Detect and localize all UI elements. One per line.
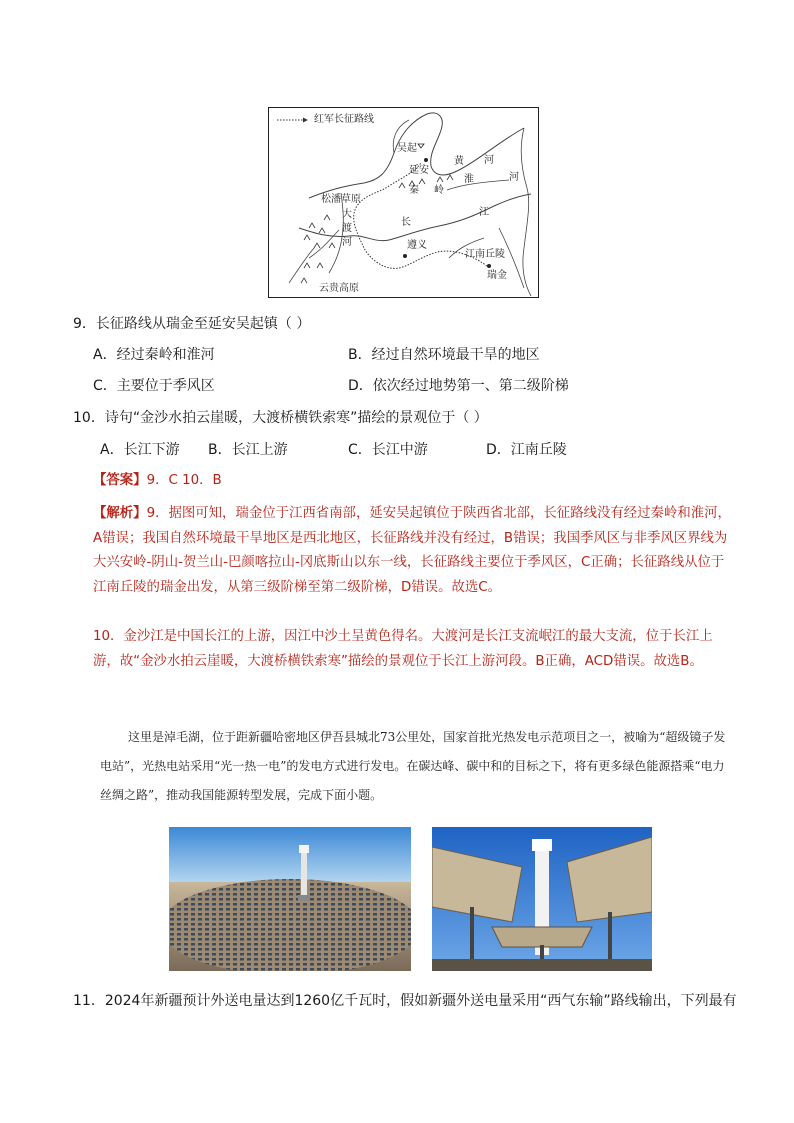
intro-passage: 这里是淖毛湖，位于距新疆哈密地区伊吾县城北73公里处，国家首批光热发电示范项目之一，被喻为“超级镜子发电站”，光热电站采用“光一热一电”的发电方式进行发电。在碳达峰、碳中和的目标之下，将有更多绿色能源搭乘“电力丝绸之路”，推动我国能源转型发展，完成下面小题。 bbox=[100, 730, 726, 802]
analysis-q9-text: 9．据图可知，瑞金位于江西省南部，延安吴起镇位于陕西省北部，长征路线没有经过秦岭和淮河，A错误；我国自然环境最干旱地区是西北地区，长征路线并没有经过，B错误；我国季风区与非季风区界线为大兴安岭-阴山-贺兰山-巴颜喀拉山-冈底斯山以东一线，长征路线主要位于季风区，C正确；长征路线从位于江南丘陵的瑞金出发，从第三级阶梯至第二级阶梯，D错误。故选C。 bbox=[93, 506, 731, 595]
q11-stem: 11．2024年新疆预计外送电量达到1260亿千瓦时，假如新疆外送电量采用“西气东输”路线输出，下列最有 bbox=[73, 993, 737, 1009]
answer-text: 9．C 10．B bbox=[146, 473, 222, 488]
label-he: 河 bbox=[484, 155, 494, 166]
label-ling: 岭 bbox=[434, 185, 444, 196]
label-yungui: 云贵高原 bbox=[319, 283, 359, 294]
label-jiang: 江 bbox=[479, 207, 489, 218]
long-march-map bbox=[268, 107, 539, 298]
analysis-q10: 10．金沙江是中国长江的上游，因江中沙土呈黄色得名。大渡河是长江支流岷江的最大支流，位于长江上游，故“金沙水拍云崖暖，大渡桥横铁索寒”描绘的景观位于长江上游河段。B正确，ACD错误。故选B。 bbox=[93, 629, 713, 669]
analysis-q9 bbox=[93, 502, 735, 600]
q10-option-a: A．长江下游 bbox=[100, 442, 180, 458]
label-chang: 长 bbox=[401, 217, 411, 228]
answer-tag: 【答案】 bbox=[93, 473, 147, 488]
label-ruijin: 瑞金 bbox=[487, 270, 507, 281]
map-drawing bbox=[269, 108, 538, 297]
q10-option-b: B．长江上游 bbox=[208, 442, 288, 458]
map-legend: 红军长征路线 bbox=[314, 114, 374, 125]
label-yanan: 延安 bbox=[409, 165, 429, 176]
label-songpan: 松潘草原 bbox=[321, 194, 361, 205]
answer-line bbox=[93, 472, 222, 490]
q9-option-c: C．主要位于季风区 bbox=[93, 378, 215, 394]
q10-option-c: C．长江中游 bbox=[348, 442, 428, 458]
label-huang: 黄 bbox=[454, 156, 464, 167]
label-jiangnan: 江南丘陵 bbox=[465, 249, 505, 260]
q9-option-a: A．经过秦岭和淮河 bbox=[93, 347, 215, 363]
q9-option-d: D．依次经过地势第一、第二级阶梯 bbox=[348, 378, 569, 394]
q9-option-b: B．经过自然环境最干旱的地区 bbox=[348, 347, 540, 363]
label-qin: 秦 bbox=[409, 185, 419, 196]
label-wuqi: 吴起 bbox=[397, 143, 417, 154]
analysis-tag: 【解析】 bbox=[93, 506, 147, 521]
solar-field-photo bbox=[169, 827, 411, 971]
label-zunyi: 遵义 bbox=[407, 240, 427, 251]
label-huai: 淮 bbox=[464, 174, 474, 185]
label-he2: 河 bbox=[509, 172, 519, 183]
label-dadu-3: 河 bbox=[342, 237, 352, 248]
label-dadu-2: 渡 bbox=[342, 223, 352, 234]
heliostat-tower-photo bbox=[432, 827, 652, 971]
q10-option-d: D．江南丘陵 bbox=[486, 442, 567, 458]
label-dadu-1: 大 bbox=[342, 209, 352, 220]
q10-stem: 10．诗句“金沙水拍云崖暖，大渡桥横铁索寒”描绘的景观位于（ ） bbox=[73, 410, 488, 426]
q9-stem: 9．长征路线从瑞金至延安吴起镇（ ） bbox=[73, 316, 311, 332]
